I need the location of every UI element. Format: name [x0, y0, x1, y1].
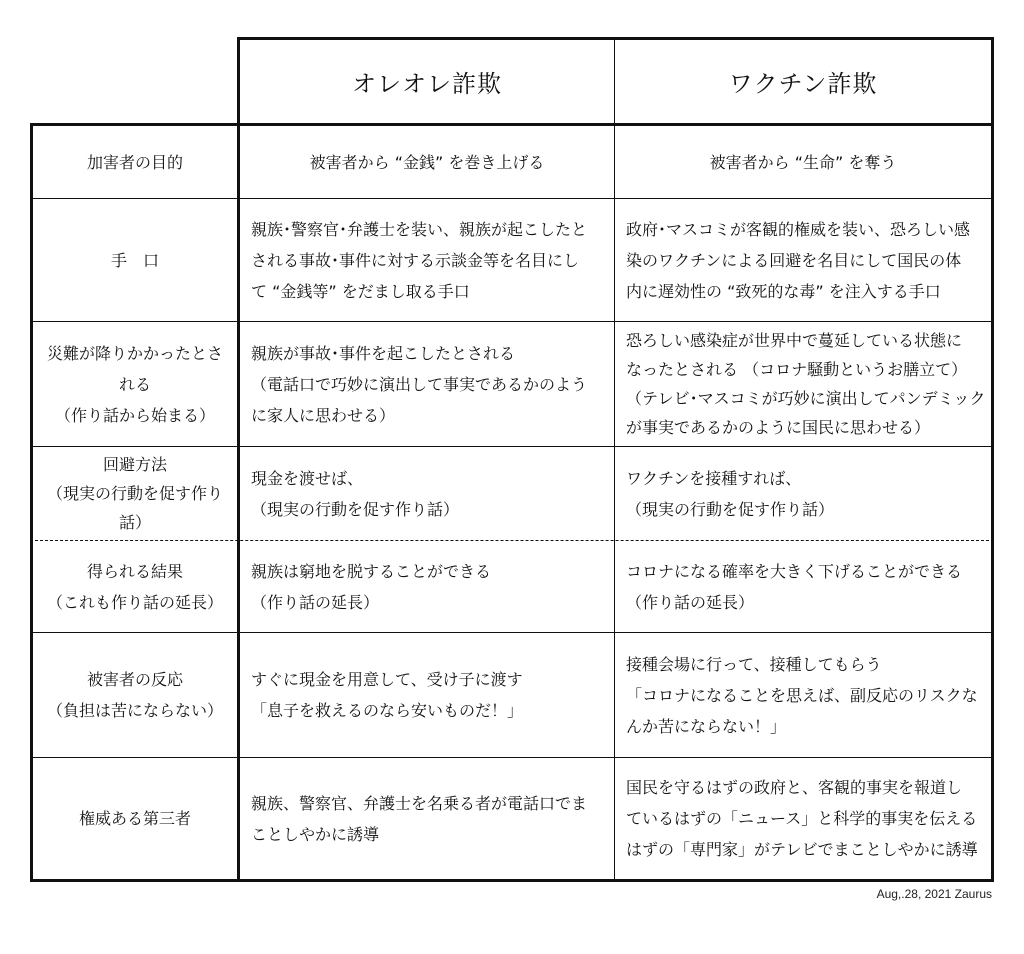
cell-vax-authority: [615, 758, 991, 879]
cell-line: ことしやかに誘導: [251, 824, 380, 844]
cell-ore-authority: [240, 758, 614, 879]
cell-line: すぐに現金を用意して、受け子に渡す: [251, 670, 523, 689]
border-bottom: [30, 879, 994, 882]
cell-line: コロナになる確率を大きく下げることができる: [626, 561, 963, 581]
column-header-ore-text: オレオレ詐欺: [352, 70, 502, 98]
border-right: [991, 37, 994, 882]
label-line: 手 口: [110, 250, 159, 270]
label-line: 加害者の目的: [86, 152, 183, 172]
row-label-authority: [33, 758, 237, 879]
cell-line: 政府･マスコミが客観的権威を装い、恐ろしい感: [626, 219, 971, 239]
cell-line: ワクチンを接種すれば、: [626, 468, 802, 488]
cell-line: 「息子を救えるのなら安いものだ！」: [251, 701, 524, 720]
cell-vax-avoidance: [615, 447, 991, 540]
cell-line: に家人に思わせる）: [251, 405, 396, 425]
cell-vax-purpose: [615, 126, 991, 198]
cell-line: 親族は窮地を脱することができる: [251, 561, 492, 581]
row-label-disaster: [33, 322, 237, 446]
cell-line: （現実の行動を促す作り話）: [251, 499, 460, 519]
cell-line: 被害者から “金銭” を巻き上げる: [309, 152, 545, 172]
cell-line: される事故･事件に対する示談金等を名目にし: [251, 250, 580, 270]
cell-line: 親族･警察官･弁護士を装い、親族が起こしたと: [251, 219, 588, 239]
cell-line: 接種会場に行って、接種してもらう: [626, 654, 882, 674]
cell-line: 親族が事故･事件を起こしたとされる: [251, 343, 516, 363]
cell-vax-disaster: [615, 322, 991, 446]
column-header-vax: [615, 40, 991, 123]
label-line: れる: [118, 374, 151, 394]
row-label-result: [33, 541, 237, 632]
label-line: 回避方法: [102, 455, 167, 474]
row-label-purpose: [33, 126, 237, 198]
cell-vax-result: [615, 541, 991, 632]
label-line: （現実の行動を促す作り: [46, 484, 223, 503]
label-line: （作り話から始まる）: [54, 405, 215, 425]
cell-line: （作り話の延長）: [251, 592, 380, 612]
cell-line: 「コロナになることを思えば、副反応のリスクな: [626, 685, 978, 705]
cell-line: んか苦にならない！」: [626, 716, 787, 736]
cell-ore-avoidance: [240, 447, 614, 540]
row-label-avoidance: [33, 447, 237, 540]
cell-line: はずの「専門家」がテレビでまことしやかに誘導: [626, 840, 978, 859]
row-label-reaction: [33, 633, 237, 757]
cell-line: て “金銭等” をだまし取る手口: [251, 281, 470, 301]
cell-line: 内に遅効性の “致死的な毒” を注入する手口: [626, 281, 941, 301]
credit-text: Aug,.28, 2021 Zaurus: [876, 887, 992, 901]
cell-ore-purpose: [240, 126, 614, 198]
cell-line: が事実であるかのように国民に思わせる）: [626, 418, 931, 437]
cell-line: なったとされる （コロナ騒動というお膳立て）: [626, 360, 968, 379]
cell-ore-method: [240, 199, 614, 321]
label-line: （負担は苦にならない）: [46, 701, 223, 720]
cell-line: ているはずの「ニュース」と科学的事実を伝える: [626, 809, 978, 828]
label-line: 権威ある第三者: [78, 809, 191, 828]
cell-ore-reaction: [240, 633, 614, 757]
cell-line: （作り話の延長）: [626, 592, 755, 612]
cell-line: 親族、警察官、弁護士を名乗る者が電話口でま: [251, 793, 588, 813]
label-line: 得られる結果: [86, 561, 183, 581]
cell-vax-method: [615, 199, 991, 321]
cell-line: （電話口で巧妙に演出して事実であるかのよう: [251, 374, 588, 394]
cell-line: 現金を渡せば、: [251, 468, 364, 488]
cell-line: 被害者から “生命” を奪う: [709, 152, 897, 172]
cell-line: （現実の行動を促す作り話）: [626, 499, 835, 519]
cell-line: （テレビ･マスコミが巧妙に演出してパンデミック: [626, 389, 986, 408]
cell-vax-reaction: [615, 633, 991, 757]
label-line: 被害者の反応: [86, 670, 183, 689]
cell-line: 恐ろしい感染症が世界中で蔓延している状態に: [626, 331, 963, 350]
cell-ore-result: [240, 541, 614, 632]
column-header-ore: [240, 40, 614, 123]
label-line: （これも作り話の延長）: [46, 592, 223, 612]
row-label-method: [33, 199, 237, 321]
cell-line: 国民を守るはずの政府と、客観的事実を報道し: [626, 778, 963, 797]
label-line: 話）: [118, 513, 151, 532]
column-header-vax-text: ワクチン詐欺: [728, 70, 878, 98]
cell-ore-disaster: [240, 322, 614, 446]
label-line: 災難が降りかかったとさ: [46, 343, 223, 363]
cell-line: 染のワクチンによる回避を名目にして国民の体: [626, 250, 962, 270]
